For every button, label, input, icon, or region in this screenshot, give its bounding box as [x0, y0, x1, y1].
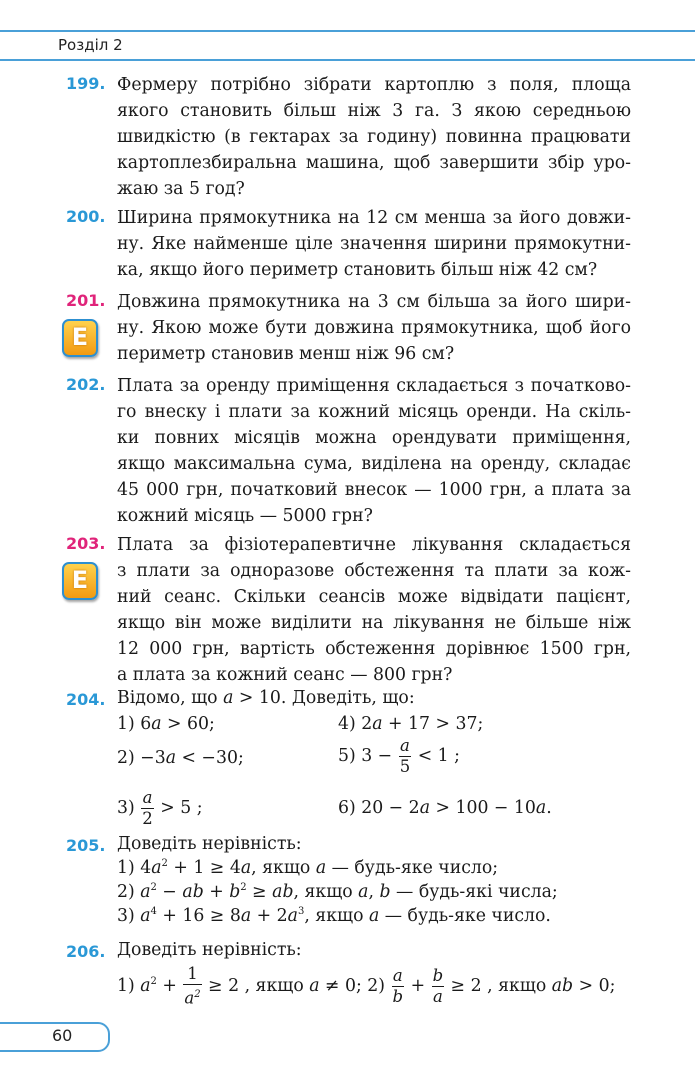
text-line: ка, якщо його периметр становить більш ніж 42 см?: [117, 260, 598, 280]
text-line: якщо максимальна сума, виділена на оренду, складає: [117, 454, 631, 474]
section-title: Розділ 2: [58, 36, 123, 54]
item-6: 6) 20 − 2a > 100 − 10a.: [338, 798, 552, 818]
text-line: 12 000 грн, вартість обстеження дорівнює 1500 грн,: [117, 639, 631, 659]
problem-number: 203.: [66, 534, 106, 553]
problem-text: [117, 72, 631, 202]
text-line: а плата за кожний сеанс — 800 грн?: [117, 665, 453, 685]
text-line: ну. Якою може бути довжина прямокутника, щоб його: [117, 318, 631, 338]
text-line: Плата за оренду приміщення складається з початково-: [117, 376, 631, 396]
text-line: кожний місяць — 5000 грн?: [117, 506, 373, 526]
problem-intro: Відомо, що a > 10. Доведіть, що:: [117, 688, 415, 708]
text-line: якого становить більш ніж 3 га. З якою середньою: [117, 101, 631, 121]
item-4: 4) 2a + 17 > 37;: [338, 714, 484, 734]
item-2: 2) $a^2$ − ab + $b^2$ ≥ ab, якщо a, b — будь-які числа;: [117, 882, 558, 902]
text-line: Плата за фізіотерапевтичне лікування складається: [117, 535, 631, 555]
item-3: 3) $a^4 + 16 \ge 8a + 2a^3$, якщо a — будь-яке число.: [117, 906, 551, 926]
problem-number: 204.: [66, 690, 106, 709]
problem-intro: Доведіть нерівність:: [117, 940, 302, 960]
problem-number: 202.: [66, 375, 106, 394]
text-line: картоплезбиральна машина, щоб завершити збір уро-: [117, 153, 631, 173]
text-line: ний сеанс. Скільки сеансів може відвідати пацієнт,: [117, 587, 631, 607]
problem-number: 199.: [66, 74, 106, 93]
text-line: Довжина прямокутника на 3 см більша за його шири-: [117, 292, 631, 312]
item-1: 1) $4a^2 + 1 \ge 4a$, якщо a — будь-яке число;: [117, 858, 499, 878]
text-line: жаю за 5 год?: [117, 179, 245, 199]
e-badge-icon: Е: [62, 319, 98, 357]
text-line: го внеску і плати за кожний місяць оренди. На скіль-: [117, 402, 631, 422]
item-1: 1) 6a > 60;: [117, 714, 215, 734]
text-line: ки повних місяців можна орендувати приміщення,: [117, 428, 631, 448]
e-badge-icon: Е: [62, 562, 98, 600]
item-3: 3) $\frac{a}{2}$ > 5 ;: [117, 788, 203, 828]
item-5: 5) 3 − $\frac{a}{5}$ < 1 ;: [338, 736, 460, 776]
text-line: периметр становив менш ніж 96 см?: [117, 344, 455, 364]
problem-text: [117, 289, 631, 367]
problem-number: 201.: [66, 291, 106, 310]
problem-number: 200.: [66, 207, 106, 226]
text-line: Ширина прямокутника на 12 см менша за його довжи-: [117, 208, 631, 228]
problem-text: [117, 532, 631, 688]
text-line: швидкістю (в гектарах за годину) повинна працювати: [117, 127, 631, 147]
problem-intro: Доведіть нерівність:: [117, 834, 302, 854]
text-line: 45 000 грн, початковий внесок — 1000 грн, а плата за: [117, 480, 631, 500]
problem-number: 205.: [66, 836, 106, 855]
text-line: якщо він може виділити на лікування не більше ніж: [117, 613, 631, 633]
text-line: Фермеру потрібно зібрати картоплю з поля, площа: [117, 75, 631, 95]
problem-text: [117, 205, 631, 283]
item-1-2: 1) $a^2$ + $\frac{1}{a^2}$ ≥ 2 , якщо a ≠ 0; 2) $\frac{a}{b}$ + $\frac{b}{a}$ ≥ 2 , якщо ab > 0;: [117, 964, 616, 1008]
page-number: 60: [52, 1026, 73, 1045]
text-line: ну. Яке найменше ціле значення ширини прямокутни-: [117, 234, 631, 254]
item-2: 2) −3a < −30;: [117, 748, 244, 768]
problem-text: [117, 373, 631, 529]
text-line: з плати за одноразове обстеження та плати за кож-: [117, 561, 631, 581]
problem-number: 206.: [66, 942, 106, 961]
